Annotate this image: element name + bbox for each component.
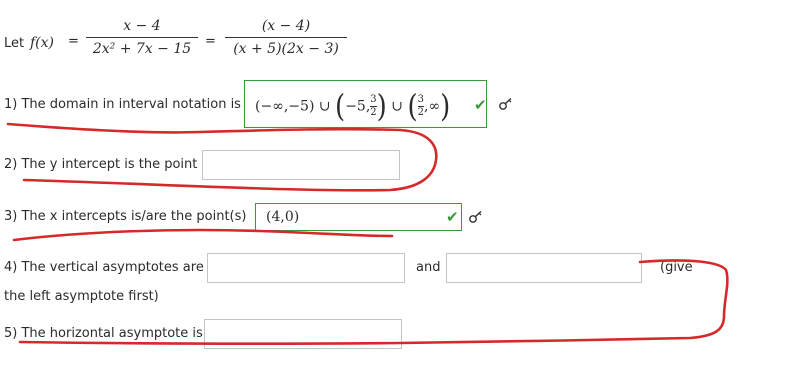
q1-answer-part2: −5, bbox=[345, 98, 371, 115]
let-label: Let bbox=[4, 36, 25, 51]
q3-answer-field[interactable] bbox=[255, 203, 462, 231]
q1-answer-part1: (−∞,−5) ∪ bbox=[255, 98, 331, 115]
annotation-stroke-2 bbox=[14, 230, 392, 240]
q1-correct-icon: ✔ bbox=[474, 96, 487, 114]
q1-fraction-a: $\frac{3}{2}$ bbox=[370, 94, 377, 118]
q1-answer-part3: ,∞ bbox=[424, 98, 441, 115]
equals-sign-2: = bbox=[205, 34, 216, 49]
fraction-1 bbox=[86, 17, 198, 58]
q1-union: ∪ bbox=[391, 98, 404, 115]
q1-key-icon[interactable] bbox=[498, 97, 514, 111]
q3-correct-icon: ✔ bbox=[446, 208, 459, 226]
q5-label: 5) The horizontal asymptote is bbox=[4, 326, 203, 341]
q4-and-label: and bbox=[416, 260, 441, 275]
q5-answer-field[interactable] bbox=[204, 319, 402, 349]
q1-label: 1) The domain in interval notation is bbox=[4, 97, 241, 112]
q4-label-line2: the left asymptote first) bbox=[4, 289, 159, 304]
q4-give-label: (give bbox=[660, 260, 693, 275]
q3-answer-value: (4,0) bbox=[266, 209, 300, 225]
q2-answer-field[interactable] bbox=[202, 150, 400, 180]
q4-label: 4) The vertical asymptotes are bbox=[4, 260, 204, 275]
fraction-1-numerator: x − 4 bbox=[123, 18, 161, 34]
function-name: f(x) bbox=[30, 35, 55, 51]
fraction-1-denominator: 2x² + 7x − 15 bbox=[92, 41, 192, 57]
equals-sign: = bbox=[68, 34, 79, 49]
q4-answer-field-1[interactable] bbox=[207, 253, 405, 283]
fraction-2-denominator: (x + 5)(2x − 3) bbox=[233, 41, 339, 57]
q2-label: 2) The y intercept is the point bbox=[4, 157, 198, 172]
q3-key-icon[interactable] bbox=[468, 210, 484, 224]
q3-label: 3) The x intercepts is/are the point(s) bbox=[4, 209, 247, 224]
q1-fraction-b: $\frac{3}{2}$ bbox=[417, 94, 424, 118]
fraction-2 bbox=[225, 17, 347, 58]
fraction-2-numerator: (x − 4) bbox=[261, 18, 311, 34]
q1-answer-field[interactable] bbox=[244, 80, 487, 128]
q4-answer-field-2[interactable] bbox=[446, 253, 642, 283]
q1-answer-text: (−∞,−5) ∪ $(-5,\frac{3}{2})$ ∪ $(\frac{3}{2},\infty)$ bbox=[255, 88, 451, 125]
